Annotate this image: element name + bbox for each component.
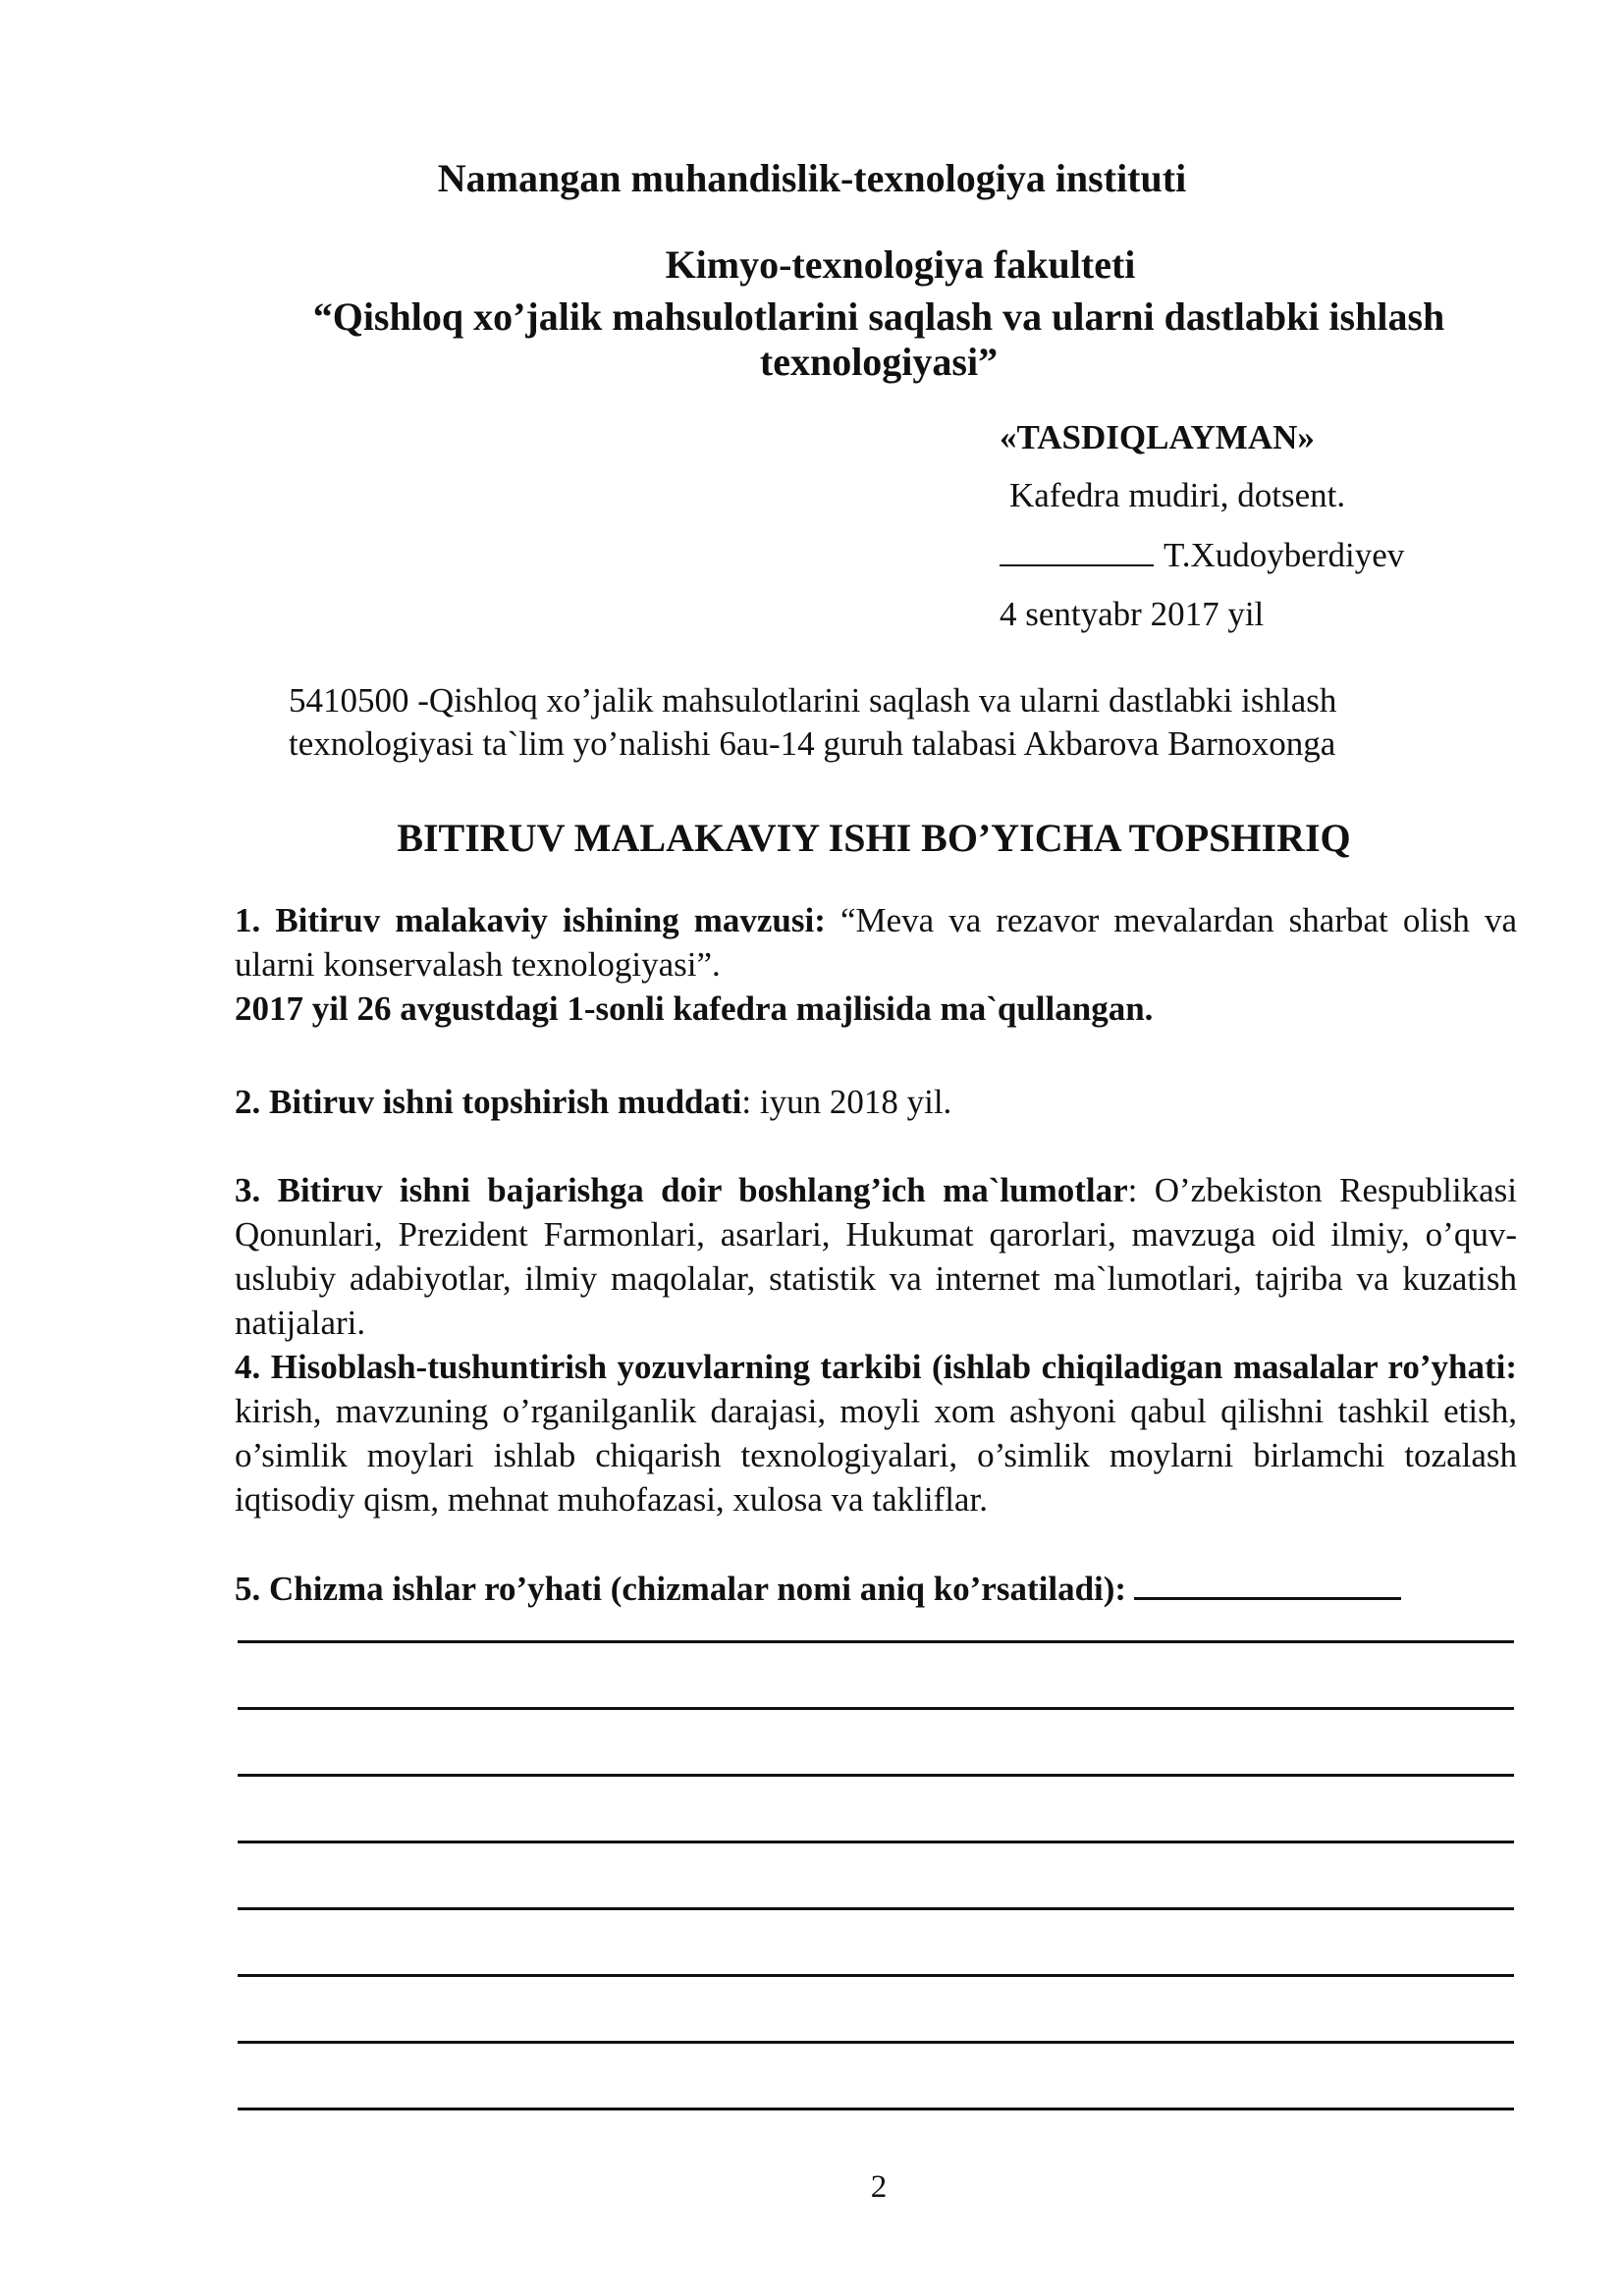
item-5-label: 5. Chizma ishlar ro’yhati (chizmalar nomi aniq ko’rsatiladi): bbox=[235, 1570, 1127, 1608]
blank-line bbox=[238, 1774, 1514, 1777]
item-1-note: 2017 yil 26 avgustdagi 1-sonli kafedra majlisida ma`qullangan. bbox=[235, 989, 1154, 1028]
approval-heading: «TASDIQLAYMAN» bbox=[1000, 418, 1315, 456]
item-3 bbox=[235, 1168, 1517, 1345]
item-4-text: kirish, mavzuning o’rganilganlik darajasi, moyli xom ashyoni qabul qilishni tashkil etish, o’simlik moylari ishlab chiqarish texnologiyalari, o’simlik moylarni birlamchi tozalash iqtisodiy qism, mehnat muhofazasi, xulosa va takliflar. bbox=[235, 1392, 1517, 1519]
item-4 bbox=[235, 1345, 1517, 1522]
task-title: BITIRUV MALAKAVIY ISHI BO’YICHA TOPSHIRIQ bbox=[397, 816, 1351, 860]
item-1-text: “Meva va rezavor mevalardan sharbat olish va ularni konservalash texnologiyasi”. bbox=[235, 901, 1517, 984]
item-5-inline-blank bbox=[1134, 1566, 1401, 1600]
item-2-text: : iyun 2018 yil. bbox=[741, 1083, 952, 1121]
item-4-label: 4. Hisoblash-tushuntirish yozuvlarning tarkibi (ishlab chiqiladigan masalalar ro’yhati: bbox=[235, 1348, 1517, 1386]
student-assignment bbox=[289, 679, 1506, 766]
department-title-line-1: “Qishloq xo’jalik mahsulotlarini saqlash va ularni dastlabki ishlash bbox=[312, 294, 1445, 339]
blank-line bbox=[238, 2108, 1514, 2110]
department-title-line-2: texnologiyasi” bbox=[759, 340, 999, 384]
student-line-2: texnologiyasi ta`lim yo’nalishi 6au-14 guruh talabasi Akbarova Barnoxonga bbox=[289, 724, 1336, 763]
approver-name: T.Xudoyberdiyev bbox=[1164, 536, 1405, 574]
approval-date: 4 sentyabr 2017 yil bbox=[1000, 595, 1265, 633]
item-3-text: : O’zbekiston Respublikasi Qonunlari, Prezident Farmonlari, asarlari, Hukumat qarorlari, mavzuga oid ilmiy, o’quv-uslubiy adabiyotlar, ilmiy maqolalar, statistik va internet ma`lumotlari, tajriba va kuzatish natijalari. bbox=[235, 1171, 1517, 1342]
blank-line bbox=[238, 1841, 1514, 1843]
item-2 bbox=[235, 1080, 1517, 1124]
item-1 bbox=[235, 898, 1517, 987]
blank-line bbox=[238, 1974, 1514, 1977]
blank-line bbox=[238, 1707, 1514, 1710]
item-3-label: 3. Bitiruv ishni bajarishga doir boshlang’ich ma`lumotlar bbox=[235, 1171, 1128, 1209]
institute-title: Namangan muhandislik-texnologiya instituti bbox=[437, 156, 1187, 200]
item-5 bbox=[235, 1566, 1517, 1611]
blank-line bbox=[238, 2041, 1514, 2044]
item-1-label: 1. Bitiruv malakaviy ishining mavzusi: bbox=[235, 901, 826, 939]
department-title bbox=[88, 294, 1624, 385]
blank-line bbox=[238, 1907, 1514, 1910]
signature-blank-line bbox=[1000, 535, 1154, 566]
approval-role: Kafedra mudiri, dotsent. bbox=[1009, 476, 1346, 514]
page-number: 2 bbox=[870, 2169, 888, 2205]
student-line-1: 5410500 -Qishloq xo’jalik mahsulotlarini saqlash va ularni dastlabki ishlash bbox=[289, 681, 1337, 720]
faculty-title: Kimyo-texnologiya fakulteti bbox=[665, 242, 1136, 287]
item-2-label: 2. Bitiruv ishni topshirish muddati bbox=[235, 1083, 742, 1121]
approval-signature bbox=[1000, 535, 1404, 576]
blank-line bbox=[238, 1640, 1514, 1643]
